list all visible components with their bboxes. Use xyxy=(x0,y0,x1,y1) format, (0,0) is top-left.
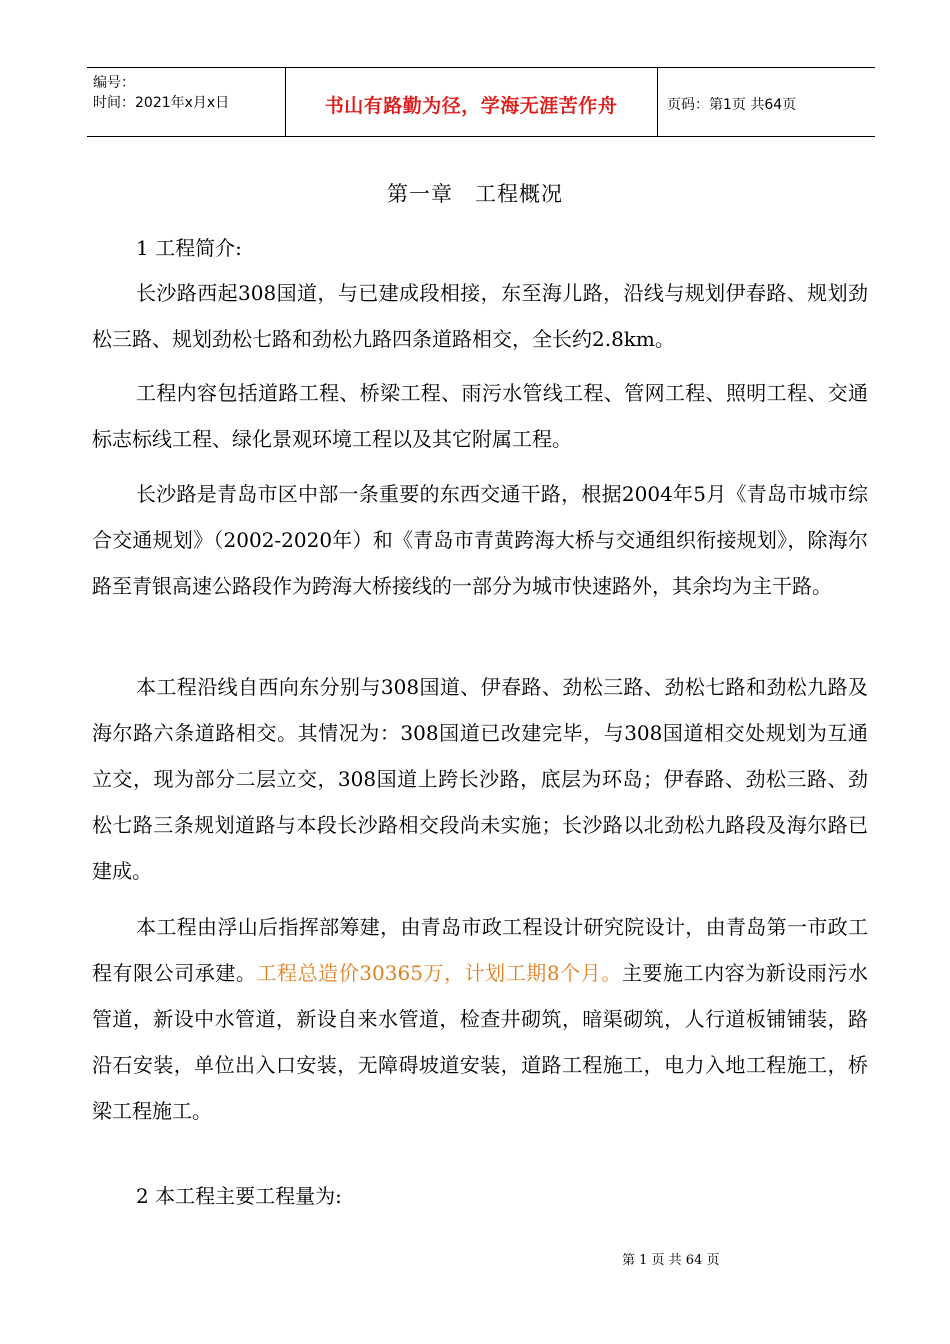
header-motto-cell xyxy=(285,68,658,136)
chapter-title: 第一章 工程概况 xyxy=(387,182,563,206)
page-header xyxy=(87,67,875,137)
paragraph-1: 长沙路西起308国道，与已建成段相接，东至海儿路，沿线与规划伊春路、规划劲松三路、规划劲松七路和劲松九路四条道路相交，全长约2.8km。 xyxy=(92,281,868,351)
page-footer: 第 1 页 共 64 页 xyxy=(622,1253,720,1268)
paragraph-3: 长沙路是青岛市区中部一条重要的东西交通干路，根据2004年5月《青岛市城市综合交通规划》（2002-2020年）和《青岛市青黄跨海大桥与交通组织衔接规划》，除海尔路至青银高速公路段作为跨海大桥接线的一部分为城市快速路外，其余均为主干路。 xyxy=(92,482,868,598)
paragraph-5-part-a: 本工程由浮山后指挥部筹建，由青岛市政工程设计研究院设计，由青岛第一市政工程有限公司承建。 xyxy=(92,915,868,985)
cost-highlight: 工程总造价30365万，计划工期8个月。 xyxy=(256,961,622,985)
paragraph-4: 本工程沿线自西向东分别与308国道、伊春路、劲松三路、劲松七路和劲松九路及海尔路六条道路相交。其情况为：308国道已改建完毕，与308国道相交处规划为互通立交，现为部分二层立交，308国道上跨长沙路，底层为环岛；伊春路、劲松三路、劲松七路三条规划道路与本段长沙路相交段尚未实施；长沙路以北劲松九路段及海尔路已建成。 xyxy=(92,675,868,883)
paragraph-2: 工程内容包括道路工程、桥梁工程、雨污水管线工程、管网工程、照明工程、交通标志标线工程、绿化景观环境工程以及其它附属工程。 xyxy=(92,381,868,451)
header-page-number: 页码：第1页 共64页 xyxy=(667,97,797,113)
section-1-heading: 1 工程简介: xyxy=(136,236,242,260)
header-motto: 书山有路勤为径，学海无涯苦作舟 xyxy=(324,95,618,117)
header-page-cell xyxy=(657,68,875,136)
section-2-heading: 2 本工程主要工程量为: xyxy=(136,1184,342,1208)
paragraph-5 xyxy=(92,904,868,1134)
doc-time-label: 时间：2021年x月x日 xyxy=(93,95,230,111)
paragraph-5-part-b: 主要施工内容为新设雨污水管道，新设中水管道，新设自来水管道，检查井砌筑，暗渠砌筑，人行道板铺铺装，路沿石安装，单位出入口安装，无障碍坡道安装，道路工程施工，电力入地工程施工，桥梁工程施工。 xyxy=(92,961,869,1123)
header-info-cell xyxy=(87,68,286,136)
doc-code-label: 编号： xyxy=(93,75,135,91)
